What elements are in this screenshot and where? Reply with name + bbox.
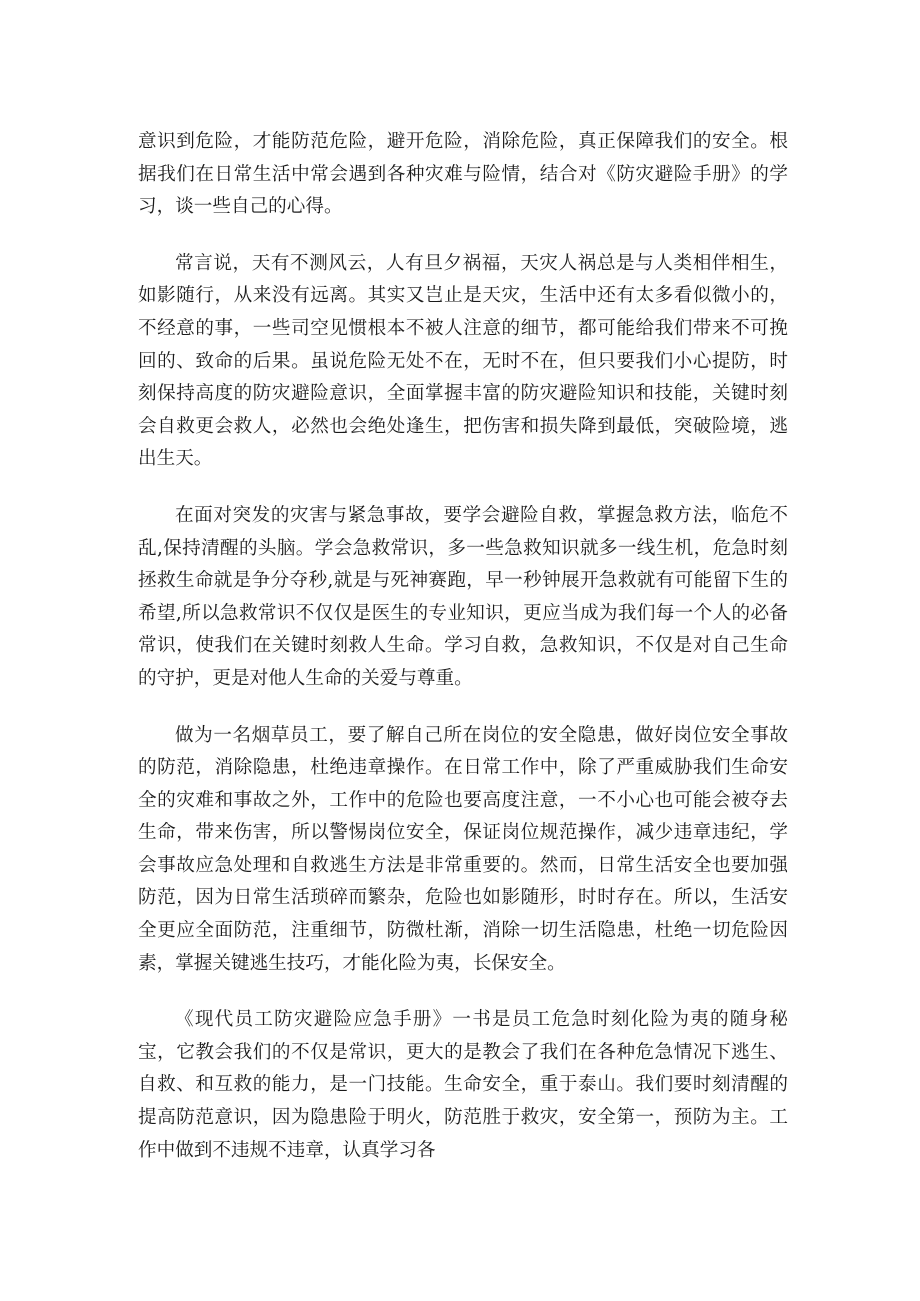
- paragraph-4: 做为一名烟草员工，要了解自己所在岗位的安全隐患，做好岗位安全事故的防范，消除隐患，杜绝违章操作。在日常工作中，除了严重威胁我们生命安全的灾难和事故之外，工作中的危险也要高度注意，一不小心也可能会被夺去生命，带来伤害，所以警惕岗位安全，保证岗位规范操作，减少违章违纪，学会事故应急处理和自救逃生方法是非常重要的。然而，日常生活安全也要加强防范，因为日常生活琐碎而繁杂，危险也如影随形，时时存在。所以，生活安全更应全面防范，注重细节，防微杜渐，消除一切生活隐患，杜绝一切危险因素，掌握关键逃生技巧，才能化险为夷，长保安全。: [138, 724, 788, 974]
- document-body: [138, 126, 788, 1191]
- paragraph-3: 在面对突发的灾害与紧急事故，要学会避险自救，掌握急救方法，临危不乱,保持清醒的头脑。学会急救常识，多一些急救知识就多一线生机，危急时刻拯救生命就是争分夺秒,就是与死神赛跑，早一秒钟展开急救就有可能留下生的希望,所以急救常识不仅仅是医生的专业知识，更应当成为我们每一个人的必备常识，使我们在关键时刻救人生命。学习自救，急救知识，不仅是对自己生命的守护，更是对他人生命的关爱与尊重。: [138, 504, 788, 689]
- paragraph-1: 意识到危险，才能防范危险，避开危险，消除危险，真正保障我们的安全。根据我们在日常生活中常会遇到各种灾难与险情，结合对《防灾避险手册》的学习，谈一些自己的心得。: [138, 131, 788, 218]
- paragraph-2: 常言说，天有不测风云，人有旦夕祸福，天灾人祸总是与人类相伴相生，如影随行，从来没有远离。其实又岂止是天灾，生活中还有太多看似微小的，不经意的事，一些司空见惯根本不被人注意的细节，都可能给我们带来不可挽回的、致命的后果。虽说危险无处不在，无时不在，但只要我们小心提防，时刻保持高度的防灾避险意识，全面掌握丰富的防灾避险知识和技能，关键时刻会自救更会救人，必然也会绝处逢生，把伤害和损失降到最低，突破险境，逃出生天。: [138, 252, 788, 470]
- paragraph-5: 《现代员工防灾避险应急手册》一书是员工危急时刻化险为夷的随身秘宝，它教会我们的不仅是常识，更大的是教会了我们在各种危急情况下逃生、自救、和互救的能力，是一门技能。生命安全，重于泰山。我们要时刻清醒的提高防范意识，因为隐患险于明火，防范胜于救灾，安全第一，预防为主。工作中做到不违规不违章，认真学习各: [138, 1009, 788, 1161]
